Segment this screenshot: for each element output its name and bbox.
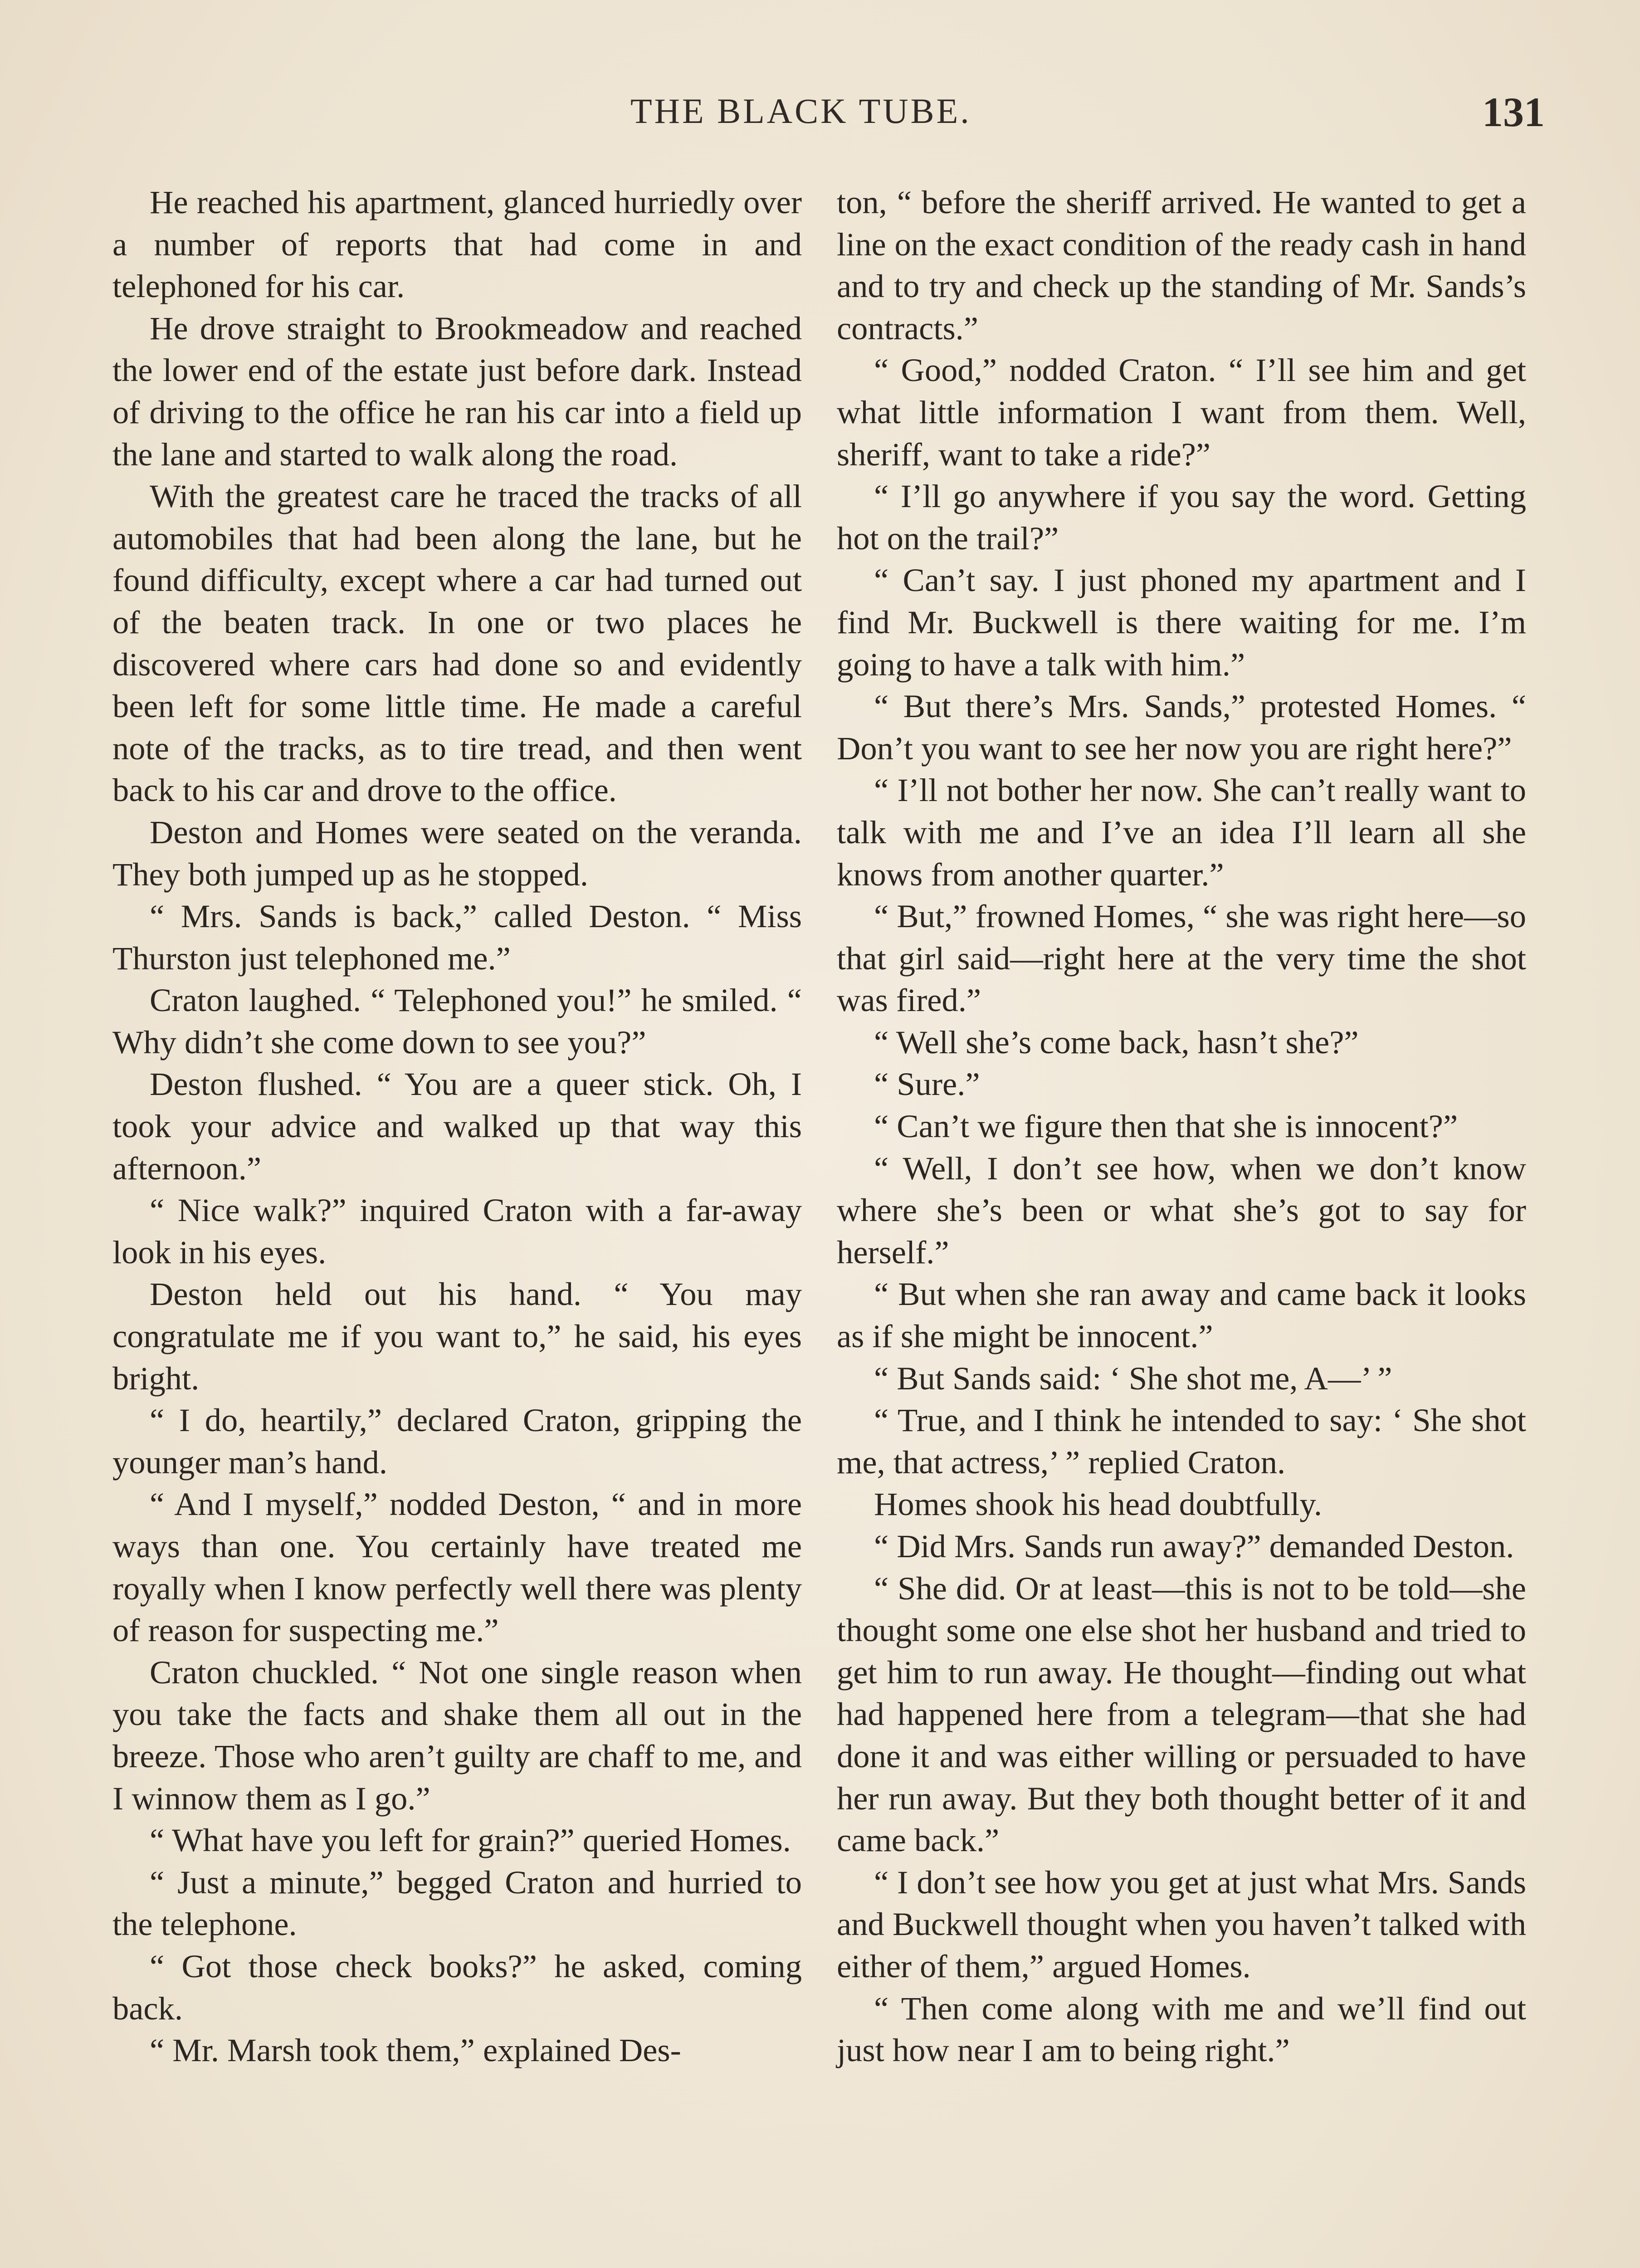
paragraph: “ But,” frowned Homes, “ she was right here—so that girl said—right here at the very time the shot was fired.” <box>837 898 1526 1019</box>
paragraph: “ Mr. Marsh took them,” explained Des- <box>150 2032 681 2069</box>
paragraph: “ Got those check books?” he asked, coming back. <box>112 1947 802 2027</box>
left-text-column <box>112 181 802 2072</box>
page-header <box>0 91 1640 145</box>
paragraph: “ I don’t see how you get at just what Mrs. Sands and Buckwell thought when you haven’t talked with either of them,” argued Homes. <box>837 1863 1526 1984</box>
paragraph: Craton chuckled. “ Not one single reason when you take the facts and shake them all out in the breeze. Those who aren’t guilty are chaff to me, and I winnow them as I go.” <box>112 1653 802 1817</box>
paragraph: “ Can’t we figure then that she is innocent?” <box>874 1108 1458 1145</box>
paragraph: “ Sure.” <box>874 1066 980 1103</box>
paragraph: “ Did Mrs. Sands run away?” demanded Deston. <box>874 1528 1514 1564</box>
paragraph: Deston held out his hand. “ You may congratulate me if you want to,” he said, his eyes bright. <box>112 1276 802 1397</box>
paragraph: Deston and Homes were seated on the veranda. They both jumped up as he stopped. <box>112 813 802 893</box>
running-title: THE BLACK TUBE. <box>630 91 971 131</box>
paragraph: “ True, and I think he intended to say: ‘ She shot me, that actress,’ ” replied Craton. <box>837 1402 1526 1481</box>
paragraph: “ I’ll not bother her now. She can’t really want to talk with me and I’ve an idea I’ll learn all she knows from another quarter.” <box>837 772 1526 893</box>
paragraph: He drove straight to Brookmeadow and reached the lower end of the estate just before dark. Instead of driving to the office he ran his car into a field up the lane and started to walk along the road. <box>112 309 802 473</box>
paragraph: He reached his apartment, glanced hurriedly over a number of reports that had come in and telephoned for his car. <box>112 184 802 305</box>
paragraph: “ Well she’s come back, hasn’t she?” <box>874 1023 1359 1061</box>
right-text-column <box>837 181 1526 2072</box>
paragraph: “ Good,” nodded Craton. “ I’ll see him and get what little information I want from them. Well, sheriff, want to take a ride?” <box>837 352 1526 473</box>
paragraph: “ I’ll go anywhere if you say the word. Getting hot on the trail?” <box>837 478 1526 557</box>
paragraph: “ But Sands said: ‘ She shot me, A—’ ” <box>874 1359 1392 1397</box>
paragraph: “ And I myself,” nodded Deston, “ and in more ways than one. You certainly have treated me royally when I know perfectly well there was plenty of reason for suspecting me.” <box>112 1486 802 1649</box>
paragraph: “ Can’t say. I just phoned my apartment and I find Mr. Buckwell is there waiting for me. I’m going to have a talk with him.” <box>837 562 1526 683</box>
paragraph: “ But when she ran away and came back it looks as if she might be innocent.” <box>837 1276 1526 1355</box>
paragraph: “ She did. Or at least—this is not to be told—she thought some one else shot her husband and tried to get him to run away. He thought—finding out what had happened here from a telegram—that she had done it and was either willing or persuaded to have her run away. But they both thought better of it and came back.” <box>837 1569 1526 1859</box>
page-number: 131 <box>1482 89 1545 135</box>
paragraph: “ Then come along with me and we’ll find out just how near I am to being right.” <box>837 1989 1526 2069</box>
paragraph: “ I do, heartily,” declared Craton, gripping the younger man’s hand. <box>112 1402 802 1481</box>
paragraph: ton, “ before the sheriff arrived. He wanted to get a line on the exact condition of the ready cash in hand and to try and check up the standing of Mr. Sands’s contracts.” <box>837 184 1526 347</box>
paragraph: Craton laughed. “ Telephoned you!” he smiled. “ Why didn’t she come down to see you?” <box>112 982 802 1061</box>
paragraph: “ Nice walk?” inquired Craton with a far-away look in his eyes. <box>112 1192 802 1271</box>
paragraph: Homes shook his head doubtfully. <box>874 1486 1323 1523</box>
paragraph: “ Well, I don’t see how, when we don’t know where she’s been or what she’s got to say for herself.” <box>837 1149 1526 1271</box>
paragraph: “ What have you left for grain?” queried Homes. <box>150 1822 791 1859</box>
paragraph: “ Just a minute,” begged Craton and hurried to the telephone. <box>112 1863 802 1943</box>
paragraph: Deston flushed. “ You are a queer stick. Oh, I took your advice and walked up that way this afternoon.” <box>112 1066 802 1187</box>
paragraph: “ But there’s Mrs. Sands,” protested Homes. “ Don’t you want to see her now you are right here?” <box>837 688 1526 767</box>
paragraph: With the greatest care he traced the tracks of all automobiles that had been along the lane, but he found difficulty, except where a car had turned out of the beaten track. In one or two places he discovered where cars had done so and evidently been left for some little time. He made a careful note of the tracks, as to tire tread, and then went back to his car and drove to the office. <box>112 478 802 809</box>
paragraph: “ Mrs. Sands is back,” called Deston. “ Miss Thurston just telephoned me.” <box>112 898 802 977</box>
